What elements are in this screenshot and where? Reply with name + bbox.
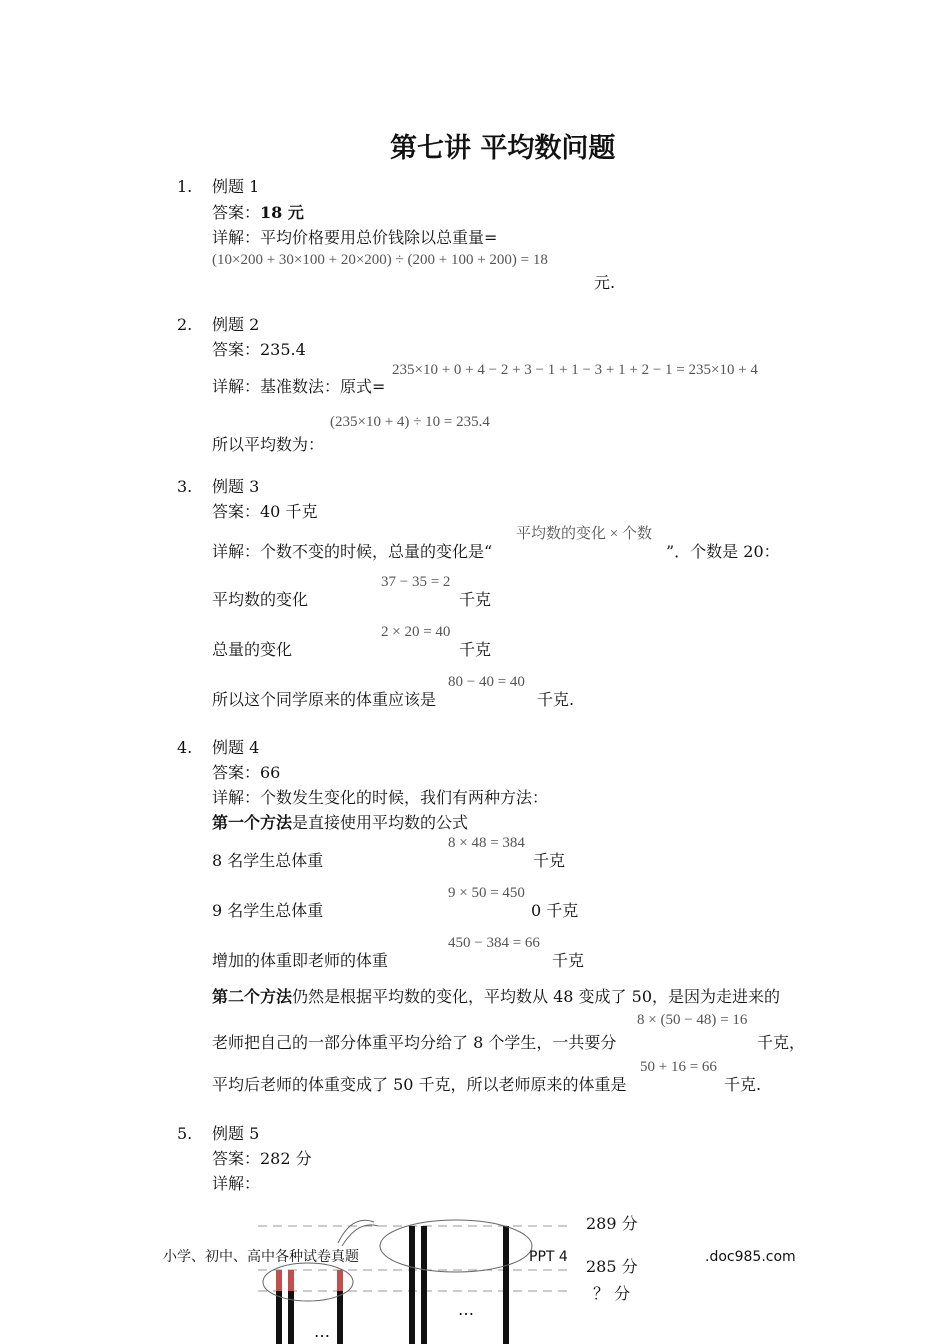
problem-3-label-2: 总量的变化 [212, 640, 293, 659]
problem-2-formula-2: (235×10 + 4) ÷ 10 = 235.4 [330, 414, 490, 430]
problem-4-formula-1: 8 × 48 = 384 [448, 835, 525, 851]
transfer-arrow [338, 1220, 374, 1243]
problem-3-label-1: 平均数的变化 [212, 590, 309, 609]
problem-3-label-3: 所以这个同学原来的体重应该是 [212, 690, 437, 709]
problem-2-answer: 答案：235.4 [212, 340, 306, 359]
problem-4-number: 4. [177, 738, 193, 757]
method-1-label: 第一个方法 [212, 813, 293, 832]
problem-4-label-1: 8 名学生总体重 [212, 851, 324, 870]
problem-4-detail: 详解：个数发生变化的时候，我们有两种方法： [212, 788, 549, 807]
problem-5-answer: 答案：282 分 [212, 1149, 312, 1168]
problem-3-heading: 例题 3 [212, 477, 260, 496]
problem-2-conclusion: 所以平均数为： [212, 435, 325, 454]
problem-4-unit-5: 千克. [724, 1075, 762, 1094]
problem-4-formula-3: 450 − 384 = 66 [448, 935, 540, 951]
label-285: 285 分 [586, 1257, 638, 1276]
ellipsis-tall: … [458, 1300, 474, 1319]
problem-4-formula-2: 9 × 50 = 450 [448, 885, 525, 901]
circle-tall-bars [380, 1220, 532, 1272]
problem-3-unit-3: 千克. [537, 690, 575, 709]
problem-1-unit: 元. [594, 273, 616, 292]
tall-bar-2 [421, 1226, 427, 1344]
problem-5-detail: 详解： [212, 1174, 261, 1193]
answer-value: 18 元 [260, 203, 304, 222]
problem-4-label-2: 9 名学生总体重 [212, 901, 324, 920]
problem-3-number: 3. [177, 477, 193, 496]
method-2-text: 仍然是根据平均数的变化，平均数从 48 变成了 50，是因为走进来的 [292, 987, 780, 1006]
problem-2-number: 2. [177, 315, 193, 334]
problem-3-unit-2: 千克 [459, 640, 492, 659]
problem-3-detail-a: 详解：个数不变的时候，总量的变化是“ [212, 542, 493, 561]
ellipsis-short: … [314, 1322, 330, 1341]
tall-bar-1 [409, 1226, 415, 1344]
problem-4-line-3: 平均后老师的体重变成了 50 千克，所以老师原来的体重是 [212, 1075, 627, 1094]
problem-4-heading: 例题 4 [212, 738, 260, 757]
problem-4-unit-1: 千克 [533, 851, 566, 870]
problem-3-formula-1: 37 − 35 = 2 [381, 574, 451, 590]
problem-4-label-3: 增加的体重即老师的体重 [212, 951, 389, 970]
label-unknown: ？ 分 [593, 1284, 631, 1303]
footer-right: .doc985.com [705, 1249, 796, 1265]
short-bar-1-top [276, 1270, 282, 1291]
problem-3-detail-b: ”．个数是 20： [666, 542, 780, 561]
problem-3-unit-1: 千克 [459, 590, 492, 609]
problem-5-heading: 例题 5 [212, 1124, 260, 1143]
problem-1-heading: 例题 1 [212, 177, 260, 196]
problem-4-formula-4: 8 × (50 − 48) = 16 [637, 1012, 748, 1028]
footer-left: 小学、初中、高中各种试卷真题 [163, 1249, 359, 1265]
problem-1-formula: (10×200 + 30×100 + 20×200) ÷ (200 + 100 + 200) = 18 [212, 252, 548, 268]
problem-1-number: 1. [177, 177, 193, 196]
problem-4-formula-5: 50 + 16 = 66 [640, 1059, 717, 1075]
problem-1-detail: 详解：平均价格要用总价钱除以总重量= [212, 228, 498, 247]
page-title: 第七讲 平均数问题 [390, 133, 616, 164]
label-289: 289 分 [586, 1214, 638, 1233]
problem-4-unit-4: 千克， [757, 1033, 806, 1052]
problem-4-line-2: 老师把自己的一部分体重平均分给了 8 个学生，一共要分 [212, 1033, 617, 1052]
problem-3-formula-change: 平均数的变化 × 个数 [516, 526, 652, 542]
method-2-label: 第二个方法 [212, 987, 293, 1006]
problem-3-answer: 答案：40 千克 [212, 502, 318, 521]
tall-bar-3 [503, 1226, 509, 1344]
problem-3-formula-2: 2 × 20 = 40 [381, 624, 451, 640]
answer-label: 答案： [212, 203, 261, 222]
problem-4-unit-3: 千克 [552, 951, 585, 970]
problem-2-formula-1: 235×10 + 0 + 4 − 2 + 3 − 1 + 1 − 3 + 1 + 2 − 1 = 235×10 + 4 [392, 362, 758, 378]
short-bar-2-top [288, 1270, 294, 1291]
problem-5-number: 5. [177, 1124, 193, 1143]
short-bar-3-top [337, 1270, 343, 1291]
problem-3-formula-3: 80 − 40 = 40 [448, 674, 525, 690]
problem-2-detail: 详解：基准数法：原式= [212, 377, 386, 396]
problem-4-answer: 答案：66 [212, 763, 281, 782]
problem-4-unit-2: 0 千克 [531, 901, 579, 920]
method-1-text: 是直接使用平均数的公式 [292, 813, 469, 832]
footer-mid: PPT 4 [529, 1249, 568, 1265]
problem-2-heading: 例题 2 [212, 315, 260, 334]
